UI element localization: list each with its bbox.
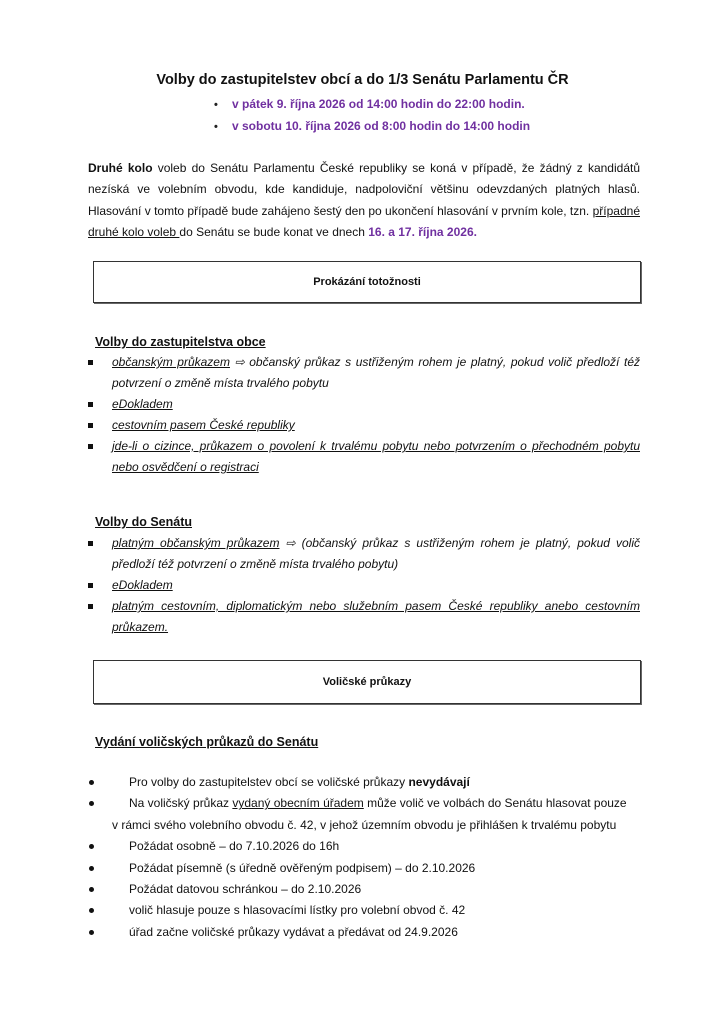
second-round-label: Druhé kolo xyxy=(88,161,153,175)
second-round-dates: 16. a 17. října 2026. xyxy=(368,225,477,240)
id-link[interactable]: jde-li o cizince, průkazem o povolení k trvalému pobytu nebo potvrzením o přechodném pobytu nebo osvědčení o registraci xyxy=(112,439,640,474)
square-bullet-icon xyxy=(88,402,93,407)
id-link[interactable]: platným cestovním, diplomatickým nebo služebním pasem České republiky anebo cestovním průkazem. xyxy=(112,599,640,634)
intro-paragraph: Druhé kolo voleb do Senátu Parlamentu České republiky se koná v případě, že žádný z kandidátů nezíská ve volebním obvodu, kde kandiduje, nadpoloviční většinu odevzdaných platných hlasů. Hlasování v tomto případě bude zahájeno šestý den po ukončení hlasování v prvním kole, tzn. případné druhé kolo voleb do Senátu se bude konat ve dnech 16. a 17. října 2026. xyxy=(88,161,641,240)
municipal-office-link[interactable]: vydaný obecním úřadem xyxy=(232,796,364,811)
round-bullet-icon xyxy=(89,908,94,913)
municipal-id-list xyxy=(85,352,640,478)
list-item: Požádat datovou schránkou – do 2.10.2026 xyxy=(86,879,656,900)
square-bullet-icon xyxy=(88,583,93,588)
id-link[interactable]: platným občanským průkazem xyxy=(112,536,280,550)
square-bullet-icon xyxy=(88,423,93,428)
round-bullet-icon xyxy=(89,887,94,892)
election-date-friday: • v pátek 9. října 2026 od 14:00 hodin do 22:00 hodin. xyxy=(214,97,525,111)
list-item xyxy=(85,394,640,415)
municipal-heading: Volby do zastupitelstva obce xyxy=(95,335,266,349)
voter-cards-list xyxy=(86,772,656,943)
square-bullet-icon xyxy=(88,360,93,365)
voter-cards-heading: Vydání voličských průkazů do Senátu xyxy=(95,735,319,749)
list-item: občanským průkazem ⇨ občanský průkaz s ustřiženým rohem je platný, pokud volič předloží též potvrzení o změně místa trvalého pobytu xyxy=(85,352,640,394)
id-link[interactable]: eDokladem xyxy=(112,397,173,411)
list-item: úřad začne voličské průkazy vydávat a předávat od 24.9.2026 xyxy=(86,922,656,943)
list-item: Požádat písemně (s úředně ověřeným podpisem) – do 2.10.2026 xyxy=(86,858,656,879)
square-bullet-icon xyxy=(88,541,93,546)
page-title: Volby do zastupitelstev obcí a do 1/3 Senátu Parlamentu ČR xyxy=(156,72,569,88)
list-item: platným občanským průkazem ⇨ (občanský průkaz s ustřiženým rohem je platný, pokud volič předloží též potvrzení o změně místa trvalého pobytu) xyxy=(85,533,640,575)
second-round-link[interactable]: případné druhé kolo voleb xyxy=(88,203,640,240)
list-item xyxy=(85,436,640,478)
list-item xyxy=(85,415,640,436)
election-date-saturday: • v sobotu 10. října 2026 od 8:00 hodin do 14:00 hodin xyxy=(214,119,531,133)
list-item xyxy=(85,575,640,596)
round-bullet-icon xyxy=(89,780,94,785)
square-bullet-icon xyxy=(88,444,93,449)
arrow-icon: ⇨ xyxy=(279,536,302,550)
section-box-title: Voličské průkazy xyxy=(322,676,412,688)
bullet: • xyxy=(214,121,218,133)
list-item: Požádat osobně – do 7.10.2026 do 16h xyxy=(86,836,656,857)
arrow-icon: ⇨ xyxy=(229,355,250,369)
round-bullet-icon xyxy=(89,844,94,849)
senate-heading: Volby do Senátu xyxy=(95,515,192,529)
section-box-title: Prokázání totožnosti xyxy=(313,276,421,288)
id-link[interactable]: eDokladem xyxy=(112,578,173,592)
round-bullet-icon xyxy=(89,866,94,871)
round-bullet-icon xyxy=(89,930,94,935)
section-box-voter-cards xyxy=(93,660,641,704)
bullet: • xyxy=(214,99,218,111)
id-link[interactable]: občanským průkazem xyxy=(112,355,230,369)
list-item xyxy=(85,596,640,638)
round-bullet-icon xyxy=(89,801,94,806)
id-link[interactable]: cestovním pasem České republiky xyxy=(112,418,295,432)
list-item: volič hlasuje pouze s hlasovacími lístky pro volební obvod č. 42 xyxy=(86,900,656,921)
section-box-identity xyxy=(93,261,641,303)
senate-id-list xyxy=(85,533,640,638)
list-item: Na voličský průkaz vydaný obecním úřadem může volič ve volbách do Senátu hlasovat pouze v rámci svého volebního obvodu č. 42, v jehož územním obvodu je přihlášen k trvalému pobytu xyxy=(86,793,656,836)
square-bullet-icon xyxy=(88,604,93,609)
list-item: Pro volby do zastupitelstev obcí se voličské průkazy nevydávají xyxy=(86,772,656,793)
